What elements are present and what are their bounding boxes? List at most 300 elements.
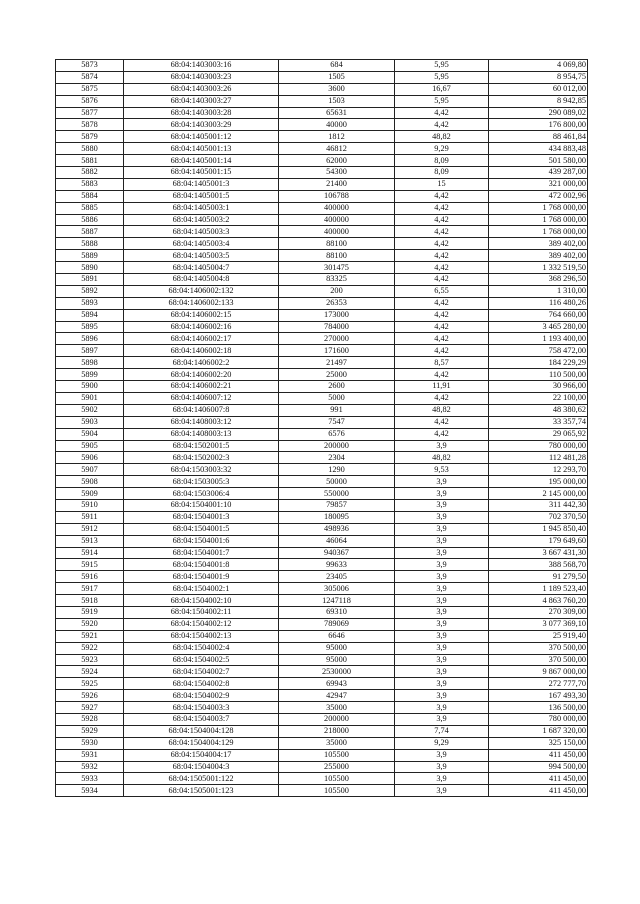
- area-cell: 270000: [279, 333, 395, 345]
- row-number-cell: 5897: [56, 345, 124, 357]
- cadastral-number-cell: 68:04:1406007:12: [124, 392, 279, 404]
- value-cell: 112 481,28: [489, 452, 588, 464]
- value-cell: 388 568,70: [489, 559, 588, 571]
- table-row: [56, 702, 588, 714]
- row-number-cell: 5899: [56, 369, 124, 381]
- value-cell: 758 472,00: [489, 345, 588, 357]
- rate-cell: 4,42: [395, 345, 489, 357]
- area-cell: 88100: [279, 250, 395, 262]
- table-row: [56, 369, 588, 381]
- row-number-cell: 5883: [56, 178, 124, 190]
- table-row: [56, 464, 588, 476]
- row-number-cell: 5912: [56, 523, 124, 535]
- area-cell: 23405: [279, 571, 395, 583]
- cadastral-number-cell: 68:04:1503005:3: [124, 476, 279, 488]
- cadastral-number-cell: 68:04:1408003:12: [124, 416, 279, 428]
- value-cell: 116 480,26: [489, 297, 588, 309]
- rate-cell: 9,29: [395, 143, 489, 155]
- value-cell: 136 500,00: [489, 702, 588, 714]
- rate-cell: 3,9: [395, 488, 489, 500]
- area-cell: 171600: [279, 345, 395, 357]
- cadastral-number-cell: 68:04:1504001:7: [124, 547, 279, 559]
- value-cell: 12 293,70: [489, 464, 588, 476]
- value-cell: 321 000,00: [489, 178, 588, 190]
- row-number-cell: 5908: [56, 476, 124, 488]
- area-cell: 400000: [279, 202, 395, 214]
- table-row: [56, 167, 588, 179]
- rate-cell: 3,9: [395, 571, 489, 583]
- rate-cell: 3,9: [395, 690, 489, 702]
- cadastral-number-cell: 68:04:1504001:5: [124, 523, 279, 535]
- rate-cell: 3,9: [395, 559, 489, 571]
- area-cell: 301475: [279, 262, 395, 274]
- table-row: [56, 404, 588, 416]
- table-row: [56, 642, 588, 654]
- table-row: [56, 381, 588, 393]
- rate-cell: 3,9: [395, 535, 489, 547]
- table-row: [56, 535, 588, 547]
- table-row: [56, 226, 588, 238]
- rate-cell: 4,42: [395, 297, 489, 309]
- rate-cell: 3,9: [395, 630, 489, 642]
- cadastral-number-cell: 68:04:1504004:3: [124, 761, 279, 773]
- area-cell: 180095: [279, 511, 395, 523]
- table-row: [56, 60, 588, 72]
- row-number-cell: 5911: [56, 511, 124, 523]
- area-cell: 65631: [279, 107, 395, 119]
- rate-cell: 5,95: [395, 71, 489, 83]
- row-number-cell: 5887: [56, 226, 124, 238]
- rate-cell: 4,42: [395, 274, 489, 286]
- value-cell: 411 450,00: [489, 785, 588, 797]
- row-number-cell: 5926: [56, 690, 124, 702]
- value-cell: 290 089,02: [489, 107, 588, 119]
- row-number-cell: 5886: [56, 214, 124, 226]
- value-cell: 4 069,80: [489, 60, 588, 72]
- rate-cell: 8,57: [395, 357, 489, 369]
- cadastral-number-cell: 68:04:1504004:17: [124, 749, 279, 761]
- value-cell: 4 863 760,20: [489, 595, 588, 607]
- rate-cell: 3,9: [395, 761, 489, 773]
- rate-cell: 4,42: [395, 238, 489, 250]
- value-cell: 30 966,00: [489, 381, 588, 393]
- rate-cell: 8,09: [395, 155, 489, 167]
- value-cell: 3 465 280,00: [489, 321, 588, 333]
- row-number-cell: 5924: [56, 666, 124, 678]
- table-row: [56, 773, 588, 785]
- area-cell: 95000: [279, 654, 395, 666]
- row-number-cell: 5903: [56, 416, 124, 428]
- cadastral-number-cell: 68:04:1405003:1: [124, 202, 279, 214]
- cadastral-number-cell: 68:04:1403003:27: [124, 95, 279, 107]
- value-cell: 270 309,00: [489, 606, 588, 618]
- table-row: [56, 630, 588, 642]
- row-number-cell: 5879: [56, 131, 124, 143]
- row-number-cell: 5889: [56, 250, 124, 262]
- row-number-cell: 5890: [56, 262, 124, 274]
- table-row: [56, 523, 588, 535]
- area-cell: 105500: [279, 749, 395, 761]
- rate-cell: 3,9: [395, 511, 489, 523]
- value-cell: 110 500,00: [489, 369, 588, 381]
- area-cell: 684: [279, 60, 395, 72]
- value-cell: 411 450,00: [489, 749, 588, 761]
- row-number-cell: 5918: [56, 595, 124, 607]
- cadastral-number-cell: 68:04:1504004:128: [124, 725, 279, 737]
- cadastral-number-cell: 68:04:1504002:8: [124, 678, 279, 690]
- table-row: [56, 238, 588, 250]
- cadastral-number-cell: 68:04:1406002:18: [124, 345, 279, 357]
- value-cell: 33 357,74: [489, 416, 588, 428]
- table-row: [56, 737, 588, 749]
- table-row: [56, 178, 588, 190]
- rate-cell: 5,95: [395, 95, 489, 107]
- area-cell: 54300: [279, 167, 395, 179]
- rate-cell: 4,42: [395, 309, 489, 321]
- table-row: [56, 488, 588, 500]
- value-cell: 167 493,30: [489, 690, 588, 702]
- value-cell: 25 919,40: [489, 630, 588, 642]
- row-number-cell: 5915: [56, 559, 124, 571]
- rate-cell: 3,9: [395, 666, 489, 678]
- value-cell: 702 370,50: [489, 511, 588, 523]
- row-number-cell: 5914: [56, 547, 124, 559]
- document-page: [55, 59, 587, 797]
- cadastral-number-cell: 68:04:1504002:5: [124, 654, 279, 666]
- rate-cell: 3,9: [395, 583, 489, 595]
- row-number-cell: 5878: [56, 119, 124, 131]
- cadastral-number-cell: 68:04:1403003:28: [124, 107, 279, 119]
- area-cell: 106788: [279, 190, 395, 202]
- table-row: [56, 214, 588, 226]
- value-cell: 2 145 000,00: [489, 488, 588, 500]
- table-row: [56, 309, 588, 321]
- cadastral-number-cell: 68:04:1502002:3: [124, 452, 279, 464]
- value-cell: 3 077 369,10: [489, 618, 588, 630]
- cadastral-number-cell: 68:04:1405003:3: [124, 226, 279, 238]
- cadastral-number-cell: 68:04:1406002:17: [124, 333, 279, 345]
- rate-cell: 4,42: [395, 190, 489, 202]
- table-row: [56, 250, 588, 262]
- cadastral-number-cell: 68:04:1406002:16: [124, 321, 279, 333]
- table-row: [56, 476, 588, 488]
- rate-cell: 4,42: [395, 250, 489, 262]
- area-cell: 35000: [279, 702, 395, 714]
- table-row: [56, 95, 588, 107]
- row-number-cell: 5933: [56, 773, 124, 785]
- rate-cell: 48,82: [395, 452, 489, 464]
- row-number-cell: 5923: [56, 654, 124, 666]
- cadastral-number-cell: 68:04:1504001:8: [124, 559, 279, 571]
- value-cell: 1 189 523,40: [489, 583, 588, 595]
- area-cell: 40000: [279, 119, 395, 131]
- table-row: [56, 428, 588, 440]
- row-number-cell: 5888: [56, 238, 124, 250]
- area-cell: 400000: [279, 214, 395, 226]
- rate-cell: 3,9: [395, 618, 489, 630]
- area-cell: 550000: [279, 488, 395, 500]
- value-cell: 370 500,00: [489, 642, 588, 654]
- area-cell: 35000: [279, 737, 395, 749]
- cadastral-number-cell: 68:04:1504002:12: [124, 618, 279, 630]
- rate-cell: 9,53: [395, 464, 489, 476]
- cadastral-number-cell: 68:04:1504002:13: [124, 630, 279, 642]
- rate-cell: 48,82: [395, 131, 489, 143]
- value-cell: 1 310,00: [489, 285, 588, 297]
- value-cell: 764 660,00: [489, 309, 588, 321]
- cadastral-number-cell: 68:04:1405003:5: [124, 250, 279, 262]
- area-cell: 1247118: [279, 595, 395, 607]
- row-number-cell: 5913: [56, 535, 124, 547]
- rate-cell: 3,9: [395, 773, 489, 785]
- row-number-cell: 5900: [56, 381, 124, 393]
- cadastral-number-cell: 68:04:1503003:32: [124, 464, 279, 476]
- table-body: [56, 60, 588, 797]
- value-cell: 994 500,00: [489, 761, 588, 773]
- table-row: [56, 357, 588, 369]
- table-row: [56, 559, 588, 571]
- rate-cell: 3,9: [395, 713, 489, 725]
- value-cell: 9 867 000,00: [489, 666, 588, 678]
- table-row: [56, 690, 588, 702]
- table-row: [56, 83, 588, 95]
- row-number-cell: 5893: [56, 297, 124, 309]
- value-cell: 91 279,50: [489, 571, 588, 583]
- area-cell: 1503: [279, 95, 395, 107]
- cadastral-number-cell: 68:04:1403003:29: [124, 119, 279, 131]
- value-cell: 195 000,00: [489, 476, 588, 488]
- value-cell: 60 012,00: [489, 83, 588, 95]
- area-cell: 1290: [279, 464, 395, 476]
- row-number-cell: 5932: [56, 761, 124, 773]
- area-cell: 1505: [279, 71, 395, 83]
- cadastral-number-cell: 68:04:1504002:7: [124, 666, 279, 678]
- table-row: [56, 666, 588, 678]
- row-number-cell: 5874: [56, 71, 124, 83]
- table-row: [56, 392, 588, 404]
- row-number-cell: 5894: [56, 309, 124, 321]
- value-cell: 434 883,48: [489, 143, 588, 155]
- rate-cell: 4,42: [395, 369, 489, 381]
- table-row: [56, 547, 588, 559]
- rate-cell: 4,42: [395, 321, 489, 333]
- rate-cell: 48,82: [395, 404, 489, 416]
- value-cell: 1 768 000,00: [489, 202, 588, 214]
- row-number-cell: 5875: [56, 83, 124, 95]
- rate-cell: 3,9: [395, 499, 489, 511]
- area-cell: 400000: [279, 226, 395, 238]
- cadastral-number-cell: 68:04:1406002:132: [124, 285, 279, 297]
- area-cell: 2600: [279, 381, 395, 393]
- cadastral-number-cell: 68:04:1405001:15: [124, 167, 279, 179]
- cadastral-number-cell: 68:04:1503006:4: [124, 488, 279, 500]
- rate-cell: 3,9: [395, 678, 489, 690]
- cadastral-number-cell: 68:04:1504002:10: [124, 595, 279, 607]
- row-number-cell: 5920: [56, 618, 124, 630]
- value-cell: 3 667 431,30: [489, 547, 588, 559]
- value-cell: 325 150,00: [489, 737, 588, 749]
- area-cell: 6576: [279, 428, 395, 440]
- table-row: [56, 440, 588, 452]
- row-number-cell: 5927: [56, 702, 124, 714]
- row-number-cell: 5885: [56, 202, 124, 214]
- row-number-cell: 5882: [56, 167, 124, 179]
- area-cell: 46064: [279, 535, 395, 547]
- area-cell: 79857: [279, 499, 395, 511]
- value-cell: 272 777,70: [489, 678, 588, 690]
- rate-cell: 3,9: [395, 785, 489, 797]
- value-cell: 22 100,00: [489, 392, 588, 404]
- row-number-cell: 5877: [56, 107, 124, 119]
- row-number-cell: 5929: [56, 725, 124, 737]
- area-cell: 99633: [279, 559, 395, 571]
- rate-cell: 11,91: [395, 381, 489, 393]
- value-cell: 780 000,00: [489, 713, 588, 725]
- area-cell: 62000: [279, 155, 395, 167]
- cadastral-number-cell: 68:04:1504002:9: [124, 690, 279, 702]
- table-row: [56, 499, 588, 511]
- table-row: [56, 618, 588, 630]
- row-number-cell: 5898: [56, 357, 124, 369]
- table-row: [56, 119, 588, 131]
- area-cell: 50000: [279, 476, 395, 488]
- value-cell: 8 942,85: [489, 95, 588, 107]
- area-cell: 21497: [279, 357, 395, 369]
- cadastral-number-cell: 68:04:1504001:10: [124, 499, 279, 511]
- area-cell: 200000: [279, 713, 395, 725]
- row-number-cell: 5891: [56, 274, 124, 286]
- table-row: [56, 321, 588, 333]
- rate-cell: 3,9: [395, 606, 489, 618]
- value-cell: 184 229,29: [489, 357, 588, 369]
- rate-cell: 6,55: [395, 285, 489, 297]
- table-row: [56, 143, 588, 155]
- value-cell: 368 296,50: [489, 274, 588, 286]
- cadastral-number-cell: 68:04:1403003:26: [124, 83, 279, 95]
- rate-cell: 4,42: [395, 202, 489, 214]
- area-cell: 5000: [279, 392, 395, 404]
- area-cell: 784000: [279, 321, 395, 333]
- table-row: [56, 595, 588, 607]
- area-cell: 6646: [279, 630, 395, 642]
- table-row: [56, 785, 588, 797]
- cadastral-number-cell: 68:04:1405001:5: [124, 190, 279, 202]
- cadastral-number-cell: 68:04:1405001:3: [124, 178, 279, 190]
- cadastral-number-cell: 68:04:1505001:123: [124, 785, 279, 797]
- area-cell: 200000: [279, 440, 395, 452]
- rate-cell: 8,09: [395, 167, 489, 179]
- row-number-cell: 5919: [56, 606, 124, 618]
- area-cell: 255000: [279, 761, 395, 773]
- cadastral-number-cell: 68:04:1405001:12: [124, 131, 279, 143]
- cadastral-number-cell: 68:04:1504002:11: [124, 606, 279, 618]
- table-row: [56, 285, 588, 297]
- row-number-cell: 5922: [56, 642, 124, 654]
- value-cell: 389 402,00: [489, 238, 588, 250]
- value-cell: 1 768 000,00: [489, 226, 588, 238]
- area-cell: 88100: [279, 238, 395, 250]
- table-row: [56, 678, 588, 690]
- cadastral-number-cell: 68:04:1504001:6: [124, 535, 279, 547]
- row-number-cell: 5930: [56, 737, 124, 749]
- cadastral-number-cell: 68:04:1405003:2: [124, 214, 279, 226]
- area-cell: 3600: [279, 83, 395, 95]
- row-number-cell: 5909: [56, 488, 124, 500]
- table-row: [56, 202, 588, 214]
- rate-cell: 4,42: [395, 226, 489, 238]
- table-row: [56, 713, 588, 725]
- table-row: [56, 654, 588, 666]
- value-cell: 439 287,00: [489, 167, 588, 179]
- cadastral-number-cell: 68:04:1504001:3: [124, 511, 279, 523]
- rate-cell: 9,29: [395, 737, 489, 749]
- rate-cell: 4,42: [395, 214, 489, 226]
- rate-cell: 3,9: [395, 440, 489, 452]
- table-row: [56, 274, 588, 286]
- table-row: [56, 571, 588, 583]
- area-cell: 46812: [279, 143, 395, 155]
- cadastral-number-cell: 68:04:1504004:129: [124, 737, 279, 749]
- row-number-cell: 5907: [56, 464, 124, 476]
- cadastral-number-cell: 68:04:1405004:7: [124, 262, 279, 274]
- row-number-cell: 5892: [56, 285, 124, 297]
- rate-cell: 15: [395, 178, 489, 190]
- row-number-cell: 5880: [56, 143, 124, 155]
- row-number-cell: 5904: [56, 428, 124, 440]
- cadastral-number-cell: 68:04:1406002:21: [124, 381, 279, 393]
- rate-cell: 4,42: [395, 428, 489, 440]
- cadastral-number-cell: 68:04:1408003:13: [124, 428, 279, 440]
- table-row: [56, 416, 588, 428]
- table-row: [56, 131, 588, 143]
- value-cell: 1 332 519,50: [489, 262, 588, 274]
- table-row: [56, 190, 588, 202]
- cadastral-number-cell: 68:04:1406007:8: [124, 404, 279, 416]
- row-number-cell: 5931: [56, 749, 124, 761]
- data-table: [55, 59, 588, 797]
- cadastral-number-cell: 68:04:1403003:16: [124, 60, 279, 72]
- rate-cell: 4,42: [395, 333, 489, 345]
- rate-cell: 3,9: [395, 547, 489, 559]
- rate-cell: 4,42: [395, 416, 489, 428]
- value-cell: 370 500,00: [489, 654, 588, 666]
- row-number-cell: 5876: [56, 95, 124, 107]
- rate-cell: 3,9: [395, 595, 489, 607]
- value-cell: 88 461,84: [489, 131, 588, 143]
- value-cell: 1 945 850,40: [489, 523, 588, 535]
- rate-cell: 5,95: [395, 60, 489, 72]
- value-cell: 48 380,62: [489, 404, 588, 416]
- rate-cell: 4,42: [395, 392, 489, 404]
- table-row: [56, 155, 588, 167]
- row-number-cell: 5905: [56, 440, 124, 452]
- table-row: [56, 262, 588, 274]
- area-cell: 218000: [279, 725, 395, 737]
- rate-cell: 3,9: [395, 749, 489, 761]
- rate-cell: 3,9: [395, 642, 489, 654]
- area-cell: 105500: [279, 785, 395, 797]
- row-number-cell: 5917: [56, 583, 124, 595]
- cadastral-number-cell: 68:04:1504002:4: [124, 642, 279, 654]
- row-number-cell: 5921: [56, 630, 124, 642]
- cadastral-number-cell: 68:04:1406002:20: [124, 369, 279, 381]
- area-cell: 498936: [279, 523, 395, 535]
- rate-cell: 4,42: [395, 262, 489, 274]
- value-cell: 311 442,30: [489, 499, 588, 511]
- row-number-cell: 5881: [56, 155, 124, 167]
- cadastral-number-cell: 68:04:1403003:23: [124, 71, 279, 83]
- area-cell: 2530000: [279, 666, 395, 678]
